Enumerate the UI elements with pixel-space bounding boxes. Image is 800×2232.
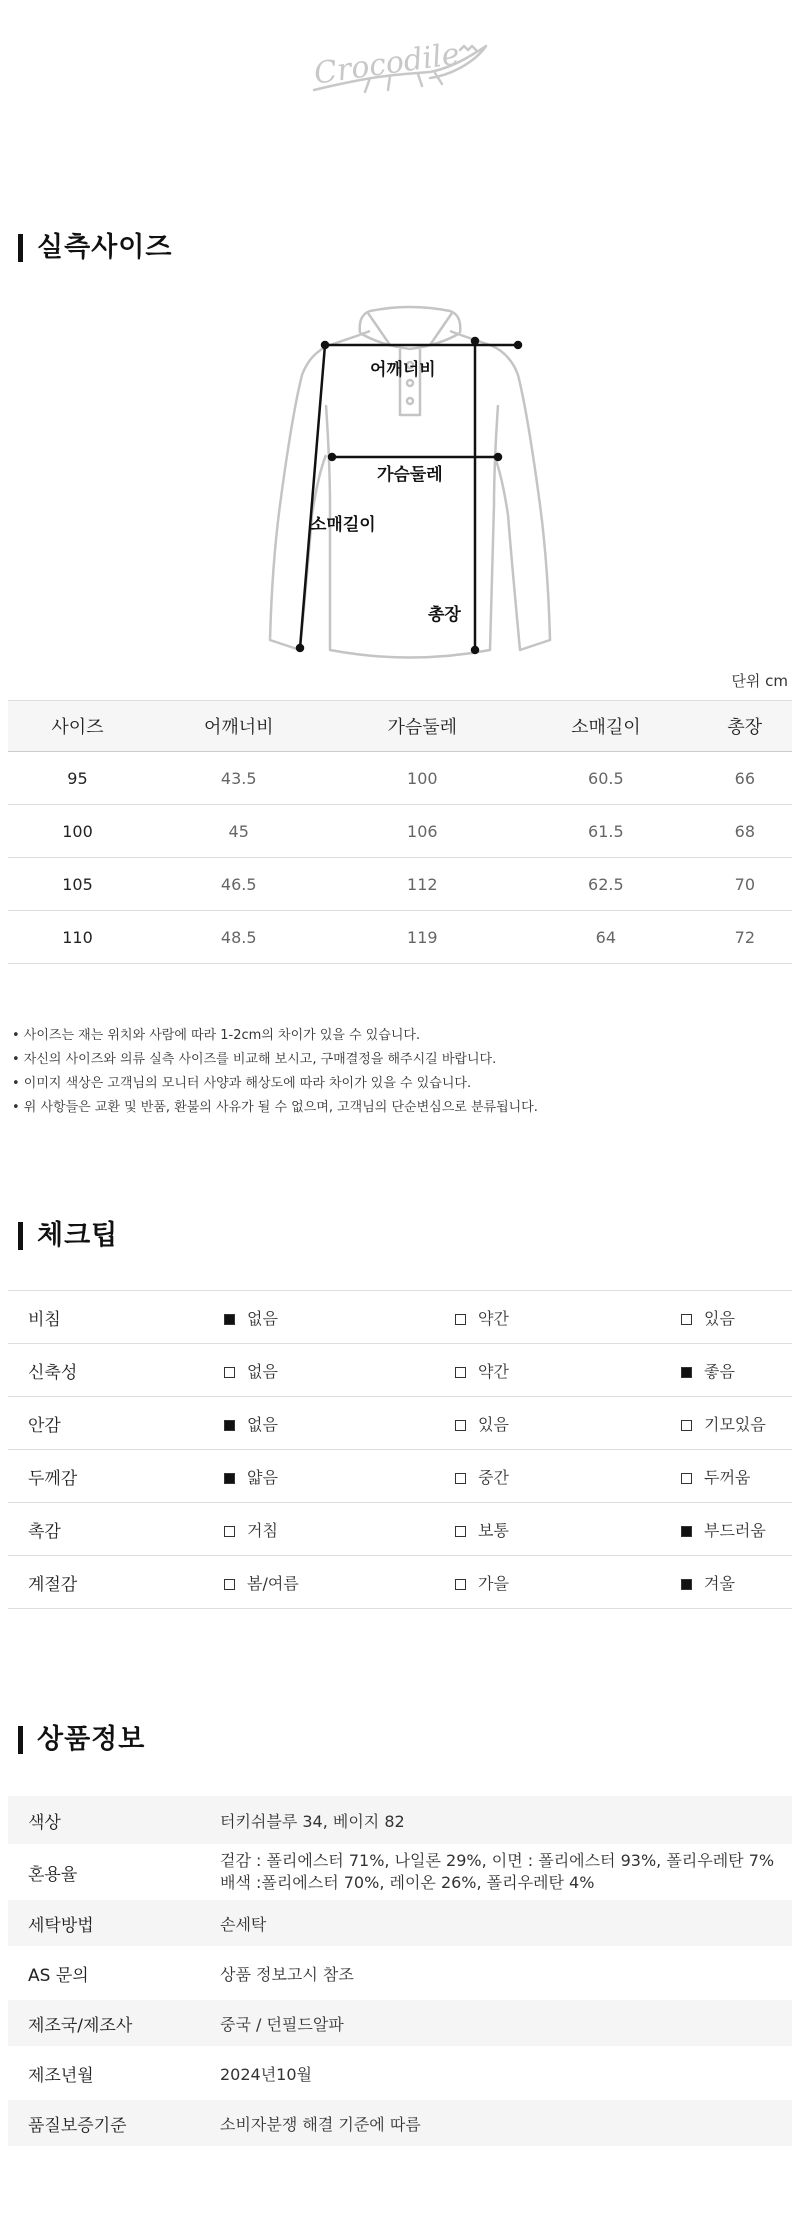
info-value: 손세탁 (219, 1900, 792, 1946)
unchecked-box-icon (455, 1473, 466, 1484)
header-chest: 가슴둘레 (331, 701, 515, 752)
checked-box-icon (224, 1314, 235, 1325)
size-section-title: 실측사이즈 (18, 234, 172, 262)
check-option-label: 겨울 (704, 1573, 735, 1593)
info-value: 중국 / 던필드알파 (219, 2000, 792, 2046)
size-table-header (8, 701, 792, 752)
info-row (8, 2046, 792, 2100)
info-key: 제조국/제조사 (8, 2000, 219, 2046)
info-section-title: 상품정보 (18, 1726, 145, 1754)
info-key: 혼용율 (28, 1864, 78, 1885)
cell: 70 (698, 858, 792, 911)
info-table (8, 1796, 792, 2146)
check-option-label: 보통 (478, 1520, 509, 1540)
info-value: 상품 정보고시 참조 (220, 1964, 354, 1984)
cell: 45 (147, 805, 331, 858)
logo-text: Crocodile (311, 36, 462, 92)
cell: 112 (331, 858, 515, 911)
info-value: 소비자분쟁 해결 기준에 따름 (219, 2100, 792, 2146)
table-row (8, 752, 792, 805)
info-row (8, 1796, 792, 1844)
check-option-label: 기모있음 (704, 1414, 766, 1434)
info-key: AS 문의 (28, 1965, 89, 1986)
check-row-label: 촉감 (8, 1503, 224, 1556)
check-row (8, 1344, 792, 1397)
check-row-label: 비침 (8, 1291, 224, 1344)
check-option-label: 거침 (247, 1520, 278, 1540)
check-table (8, 1290, 792, 1609)
check-option (224, 1397, 455, 1450)
unit-label: 단위 cm (731, 672, 788, 690)
cell: 110 (8, 911, 147, 964)
table-row (8, 911, 792, 964)
cell: 119 (331, 911, 515, 964)
unchecked-box-icon (455, 1526, 466, 1537)
checked-box-icon (681, 1526, 692, 1537)
check-option (455, 1556, 681, 1609)
cell: 66 (698, 752, 792, 805)
table-row (8, 805, 792, 858)
table-row (8, 858, 792, 911)
cell: 60.5 (514, 752, 698, 805)
cell: 100 (8, 805, 147, 858)
info-key: 품질보증기준 (8, 2100, 219, 2146)
cell: 106 (331, 805, 515, 858)
cell: 62.5 (514, 858, 698, 911)
check-row-label: 계절감 (8, 1556, 224, 1609)
check-option-label: 없음 (247, 1414, 278, 1434)
check-row (8, 1397, 792, 1450)
checked-box-icon (224, 1473, 235, 1484)
label-sleeve: 소매길이 (310, 515, 376, 535)
header-shoulder: 어깨너비 (147, 701, 331, 752)
check-row-label: 신축성 (8, 1344, 224, 1397)
checked-box-icon (681, 1579, 692, 1590)
check-option (681, 1556, 792, 1609)
checked-box-icon (224, 1420, 235, 1431)
check-row (8, 1450, 792, 1503)
cell: 95 (8, 752, 147, 805)
info-row (8, 1844, 792, 1900)
check-option-label: 부드러움 (704, 1520, 766, 1540)
unchecked-box-icon (455, 1579, 466, 1590)
check-option-label: 없음 (247, 1308, 278, 1328)
header-sleeve: 소매길이 (514, 701, 698, 752)
info-value-line: 배색 :폴리에스터 70%, 레이온 26%, 폴리우레탄 4% (220, 1873, 595, 1892)
check-option (224, 1344, 455, 1397)
label-chest: 가슴둘레 (377, 465, 443, 485)
unchecked-box-icon (681, 1473, 692, 1484)
check-row-label: 안감 (8, 1397, 224, 1450)
info-key: 색상 (8, 1796, 219, 1844)
check-option (681, 1344, 792, 1397)
check-option-label: 약간 (478, 1361, 509, 1381)
check-option-label: 좋음 (704, 1361, 735, 1381)
cell: 61.5 (514, 805, 698, 858)
unchecked-box-icon (455, 1367, 466, 1378)
check-option (224, 1556, 455, 1609)
cell: 43.5 (147, 752, 331, 805)
note-item: • 자신의 사이즈와 의류 실측 사이즈를 비교해 보시고, 구매결정을 해주시길 바랍니다. (12, 1052, 497, 1067)
check-option (224, 1291, 455, 1344)
size-notes (12, 1024, 538, 1120)
check-option (455, 1291, 681, 1344)
cell: 46.5 (147, 858, 331, 911)
unchecked-box-icon (455, 1420, 466, 1431)
size-table (8, 700, 792, 964)
label-length: 총장 (428, 605, 461, 625)
check-option-label: 없음 (247, 1361, 278, 1381)
unchecked-box-icon (224, 1579, 235, 1590)
header-length: 총장 (698, 701, 792, 752)
cell: 72 (698, 911, 792, 964)
check-option (455, 1344, 681, 1397)
check-option (455, 1503, 681, 1556)
check-section-title: 체크팁 (18, 1222, 118, 1250)
check-option-label: 봄/여름 (247, 1573, 299, 1593)
checked-box-icon (681, 1367, 692, 1378)
info-value-line: 겉감 : 폴리에스터 71%, 나일론 29%, 이면 : 폴리에스터 93%, 폴리우레탄 7% (220, 1851, 775, 1870)
header-size: 사이즈 (8, 701, 147, 752)
check-row-label: 두께감 (8, 1450, 224, 1503)
check-option (455, 1397, 681, 1450)
unchecked-box-icon (681, 1420, 692, 1431)
check-option-label: 중간 (478, 1467, 509, 1487)
info-value: 2024년10월 (220, 2064, 312, 2084)
check-option-label: 얇음 (247, 1467, 278, 1487)
info-key: 세탁방법 (8, 1900, 219, 1946)
info-value: 터키쉬블루 34, 베이지 82 (219, 1796, 792, 1844)
unchecked-box-icon (681, 1314, 692, 1325)
cell: 68 (698, 805, 792, 858)
info-key: 제조년월 (28, 2065, 94, 2086)
check-option-label: 가을 (478, 1573, 509, 1593)
cell: 48.5 (147, 911, 331, 964)
cell: 100 (331, 752, 515, 805)
check-option (681, 1450, 792, 1503)
label-shoulder: 어깨너비 (370, 360, 436, 380)
unchecked-box-icon (224, 1526, 235, 1537)
check-option (681, 1291, 792, 1344)
check-option-label: 있음 (704, 1308, 735, 1328)
check-row (8, 1556, 792, 1609)
note-item: • 사이즈는 재는 위치와 사람에 따라 1-2cm의 차이가 있을 수 있습니다. (12, 1028, 421, 1043)
note-item: • 위 사항들은 교환 및 반품, 환불의 사유가 될 수 없으며, 고객님의 단순변심으로 분류됩니다. (12, 1100, 538, 1115)
check-option (224, 1503, 455, 1556)
cell: 64 (514, 911, 698, 964)
check-row (8, 1291, 792, 1344)
info-row (8, 2000, 792, 2046)
check-option-label: 두꺼움 (704, 1467, 751, 1487)
check-option-label: 약간 (478, 1308, 509, 1328)
cell: 105 (8, 858, 147, 911)
unchecked-box-icon (224, 1367, 235, 1378)
note-item: • 이미지 색상은 고객님의 모니터 사양과 해상도에 따라 차이가 있을 수 있습니다. (12, 1076, 472, 1091)
check-option (681, 1503, 792, 1556)
info-row (8, 2100, 792, 2146)
shirt-diagram (250, 305, 570, 680)
unchecked-box-icon (455, 1314, 466, 1325)
info-row (8, 1900, 792, 1946)
check-row (8, 1503, 792, 1556)
check-option (681, 1397, 792, 1450)
info-row (8, 1946, 792, 2000)
check-option (224, 1450, 455, 1503)
check-option (455, 1450, 681, 1503)
check-option-label: 있음 (478, 1414, 509, 1434)
info-value (219, 1844, 792, 1900)
crocodile-logo (310, 28, 490, 108)
